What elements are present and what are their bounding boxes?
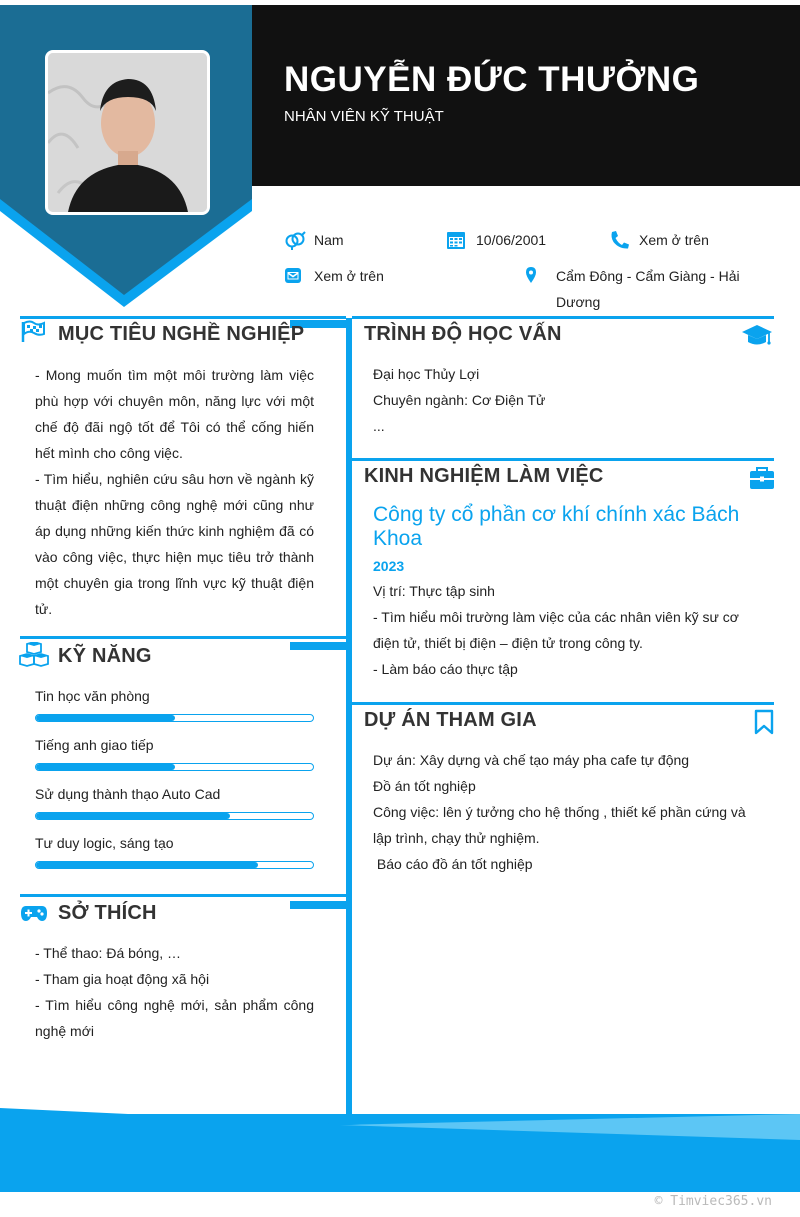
job-title: NHÂN VIÊN KỸ THUẬT [284, 108, 444, 125]
bookmark-icon [752, 708, 782, 736]
experience-text [373, 578, 758, 682]
hobbies-text [35, 940, 314, 1044]
phone-value: Xem ở trên [639, 232, 709, 248]
birthday-value: 10/06/2001 [476, 232, 547, 248]
address-value: Cẩm Đông - Cẩm Giàng - Hải Dương [556, 268, 740, 310]
skill-bar [35, 812, 314, 820]
gender-value: Nam [314, 232, 344, 248]
projects-heading: DỰ ÁN THAM GIA [364, 709, 537, 731]
skill-fill [36, 862, 258, 868]
candidate-name: NGUYỄN ĐỨC THƯỞNG [284, 60, 700, 99]
flag-icon [20, 320, 50, 348]
birthday-info [446, 227, 596, 253]
education-rule [352, 316, 774, 319]
project-line: Báo cáo đồ án tốt nghiệp [373, 856, 533, 872]
phone-icon [609, 230, 631, 250]
skill-fill [36, 813, 230, 819]
email-value: Xem ở trên [314, 268, 384, 284]
email-icon [284, 266, 306, 286]
gender-icon [284, 230, 306, 250]
education-line: Chuyên ngành: Cơ Điện Tử [373, 392, 546, 408]
email-info [284, 263, 434, 289]
experience-heading: KINH NGHIỆM LÀM VIỆC [364, 465, 604, 487]
graduation-cap-icon [742, 322, 772, 350]
experience-year: 2023 [373, 558, 405, 574]
experience-line: Vị trí: Thực tập sinh [373, 583, 495, 599]
experience-line: - Làm báo cáo thực tập [373, 661, 518, 677]
gender-info [284, 227, 434, 253]
project-line: Đồ án tốt nghiệp [373, 778, 476, 794]
project-line: Công việc: lên ý tưởng cho hệ thống , thiết kế phần cứng và lập trình, chạy thử nghiệm. [373, 804, 746, 846]
skill-bar [35, 861, 314, 869]
skill-bar [35, 714, 314, 722]
objective-line: - Tìm hiểu, nghiên cứu sâu hơn về ngành kỹ thuật điện những công nghệ mới cũng như áp dụng những kiến thức kinh nghiệm đã có vào công việc, thực hiện mục tiêu trở thành một chuyên gia trong lĩnh vực kỹ thuật điện tử. [35, 471, 314, 617]
projects-rule [352, 702, 774, 705]
education-heading: TRÌNH ĐỘ HỌC VẤN [364, 323, 562, 345]
experience-line: - Tìm hiểu môi trường làm việc của các nhân viên kỹ sư cơ điện tử, thiết bị điện – điện tử trong công ty. [373, 609, 739, 651]
hobby-line: - Thể thao: Đá bóng, … [35, 945, 182, 961]
project-line: Dự án: Xây dựng và chế tạo máy pha cafe tự động [373, 752, 690, 768]
skills-tab [290, 642, 346, 650]
column-divider [346, 318, 352, 1126]
projects-text [373, 747, 758, 877]
footer-credit: © Timviec365.vn [654, 1194, 772, 1209]
hobbies-heading: SỞ THÍCH [58, 902, 157, 924]
gamepad-icon [19, 900, 49, 928]
objective-text [35, 362, 314, 622]
hobby-line: - Tìm hiểu công nghệ mới, sản phẩm công nghệ mới [35, 997, 314, 1039]
hobbies-tab [290, 901, 346, 909]
objective-rule [20, 316, 346, 319]
address-info [526, 263, 746, 315]
skill-label: Tư duy logic, sáng tạo [35, 835, 174, 851]
skills-heading: KỸ NĂNG [58, 645, 152, 667]
education-line: Đại học Thủy Lợi [373, 366, 480, 382]
skill-fill [36, 715, 175, 721]
objective-line: - Mong muốn tìm một môi trường làm việc phù hợp với chuyên môn, năng lực với một chế độ đãi ngộ tốt để Tôi có thể cống hiến hết mình cho công việc. [35, 367, 314, 461]
location-pin-icon [526, 266, 548, 286]
hobbies-rule [20, 894, 346, 897]
company-name: Công ty cổ phần cơ khí chính xác Bách Khoa [373, 503, 740, 550]
skill-label: Tiếng anh giao tiếp [35, 737, 154, 753]
hobby-line: - Tham gia hoạt động xã hội [35, 971, 210, 987]
education-line: ... [373, 418, 385, 434]
skills-rule [20, 636, 346, 639]
skill-bar [35, 763, 314, 771]
cubes-icon [19, 642, 49, 670]
phone-info [609, 227, 759, 253]
profile-photo [45, 50, 210, 215]
skill-label: Sử dụng thành thạo Auto Cad [35, 786, 221, 802]
calendar-icon [446, 230, 468, 250]
skill-fill [36, 764, 175, 770]
experience-rule [352, 458, 774, 461]
person-photo-icon [48, 53, 207, 212]
skill-label: Tin học văn phòng [35, 688, 150, 704]
footer-wave [0, 1108, 800, 1192]
education-text [373, 361, 753, 439]
briefcase-icon [748, 465, 778, 493]
objective-heading: MỤC TIÊU NGHỀ NGHIỆP [58, 323, 305, 345]
